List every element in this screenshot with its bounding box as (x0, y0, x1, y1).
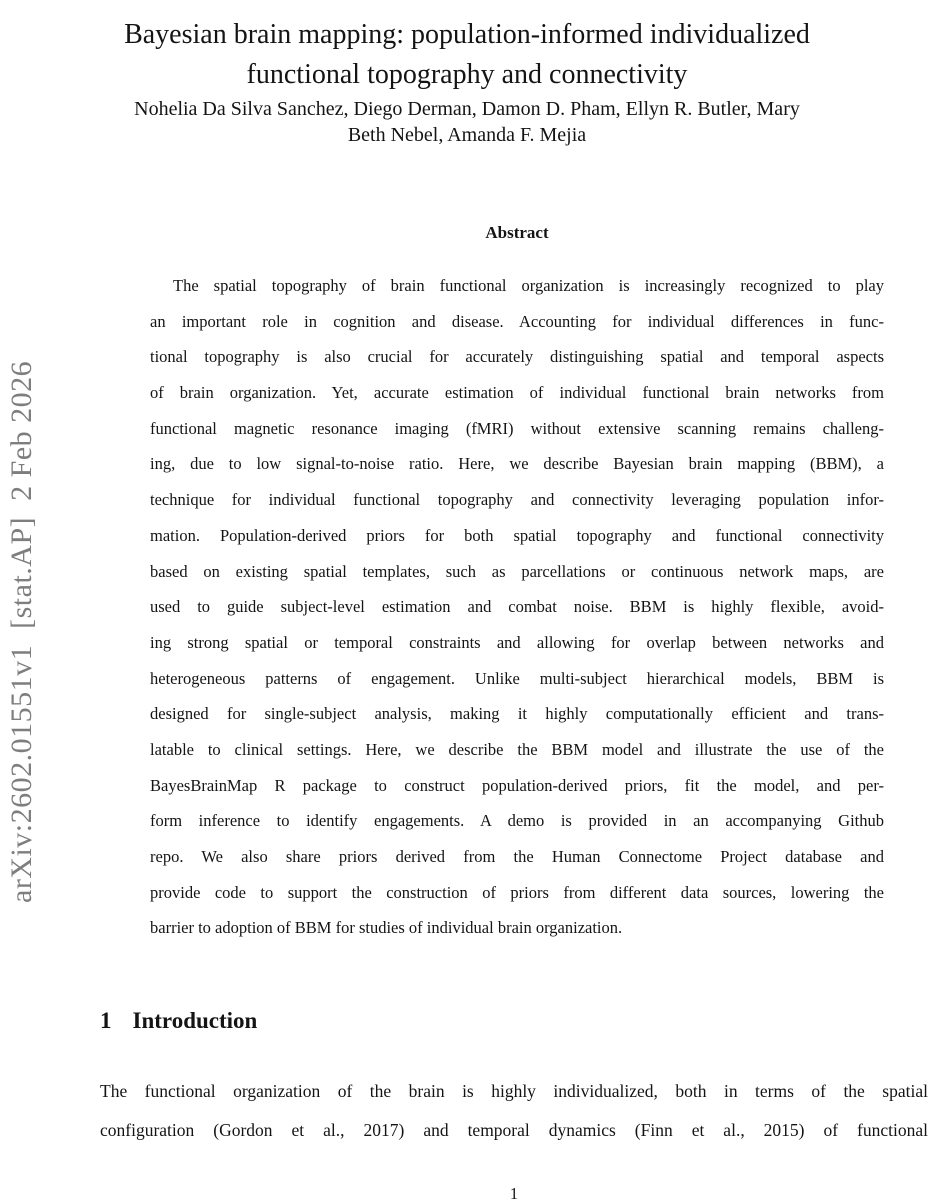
abstract-body (150, 268, 884, 946)
abstract-line: BayesBrainMap R package to construct population-derived priors, fit the model, and per- (150, 775, 884, 795)
abstract-line: based on existing spatial templates, such as parcellations or continuous network maps, are (150, 561, 884, 581)
abstract-line: latable to clinical settings. Here, we describe the BBM model and illustrate the use of the (150, 739, 884, 759)
abstract-line: of brain organization. Yet, accurate estimation of individual functional brain networks from (150, 383, 884, 403)
abstract-line: ing, due to low signal-to-noise ratio. Here, we describe Bayesian brain mapping (BBM), a (150, 454, 884, 474)
introduction-line: The functional organization of the brain is highly individualized, both in terms of the spatial (100, 1081, 928, 1101)
author-list (0, 96, 934, 148)
introduction-line: configuration (Gordon et al., 2017) and temporal dynamics (Finn et al., 2015) of functional (100, 1120, 928, 1140)
page-number: 1 (509, 1184, 519, 1203)
introduction-body (100, 1072, 928, 1150)
arxiv-watermark: arXiv:2602.01551v1 [stat.AP] 2 Feb 2026 (5, 360, 38, 903)
section-heading-introduction (100, 1006, 928, 1036)
paper-title-line-2: functional topography and connectivity (246, 58, 688, 90)
abstract-line: tional topography is also crucial for accurately distinguishing spatial and temporal aspects (150, 347, 884, 367)
abstract-line: an important role in cognition and disease. Accounting for individual differences in func- (150, 311, 884, 331)
section-title: Introduction (132, 1008, 258, 1033)
paper-title-line-1: Bayesian brain mapping: population-informed individualized (124, 18, 810, 50)
abstract-line: provide code to support the construction of priors from different data sources, lowering the (150, 882, 884, 902)
author-list-line-2: Beth Nebel, Amanda F. Mejia (347, 124, 587, 146)
section-number: 1 (100, 1008, 112, 1033)
paper-title (0, 15, 934, 95)
abstract-line: heterogeneous patterns of engagement. Unlike multi-subject hierarchical models, BBM is (150, 668, 884, 688)
abstract-line: The spatial topography of brain functional organization is increasingly recognized to play (173, 276, 884, 295)
abstract-line: designed for single-subject analysis, making it highly computationally efficient and trans- (150, 704, 884, 724)
abstract-line: mation. Population-derived priors for both spatial topography and functional connectivity (150, 525, 884, 545)
abstract-line: ing strong spatial or temporal constraints and allowing for overlap between networks and (150, 632, 884, 652)
author-list-line-1: Nohelia Da Silva Sanchez, Diego Derman, Damon D. Pham, Ellyn R. Butler, Mary (134, 98, 800, 120)
abstract-line: barrier to adoption of BBM for studies of individual brain organization. (150, 918, 623, 938)
abstract-line: repo. We also share priors derived from the Human Connectome Project database and (150, 847, 884, 866)
abstract-heading: Abstract (485, 223, 549, 242)
abstract-line: form inference to identify engagements. A demo is provided in an accompanying Github (150, 811, 884, 831)
abstract-line: used to guide subject-level estimation and combat noise. BBM is highly flexible, avoid- (150, 597, 884, 617)
abstract-line: technique for individual functional topography and connectivity leveraging population infor- (150, 490, 884, 510)
abstract-line: functional magnetic resonance imaging (fMRI) without extensive scanning remains challeng- (150, 418, 884, 438)
